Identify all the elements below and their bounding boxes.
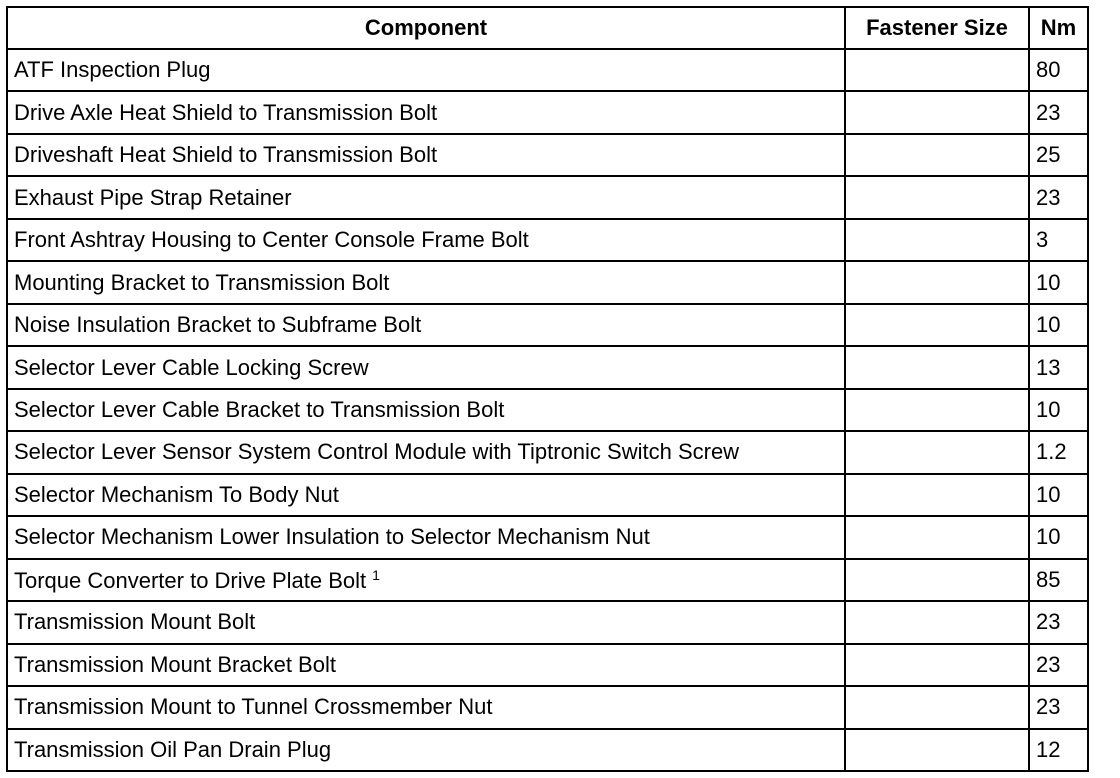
table-row: [7, 176, 1088, 218]
fastener-size-cell: [845, 389, 1029, 431]
fastener-size-cell: [845, 729, 1029, 772]
table-row: [7, 559, 1088, 601]
nm-cell: 10: [1029, 516, 1088, 558]
nm-cell: 23: [1029, 91, 1088, 133]
nm-cell: 25: [1029, 134, 1088, 176]
footnote-marker: 1: [372, 566, 380, 583]
nm-cell: 13: [1029, 346, 1088, 388]
component-cell: Front Ashtray Housing to Center Console Frame Bolt: [7, 219, 845, 261]
nm-cell: 10: [1029, 261, 1088, 303]
component-cell: Transmission Oil Pan Drain Plug: [7, 729, 845, 772]
nm-cell: 10: [1029, 304, 1088, 346]
fastener-size-cell: [845, 474, 1029, 516]
nm-cell: 23: [1029, 176, 1088, 218]
table-row: [7, 346, 1088, 388]
fastener-size-cell: [845, 304, 1029, 346]
table-row: [7, 134, 1088, 176]
column-header-fastener-size: Fastener Size: [845, 7, 1029, 49]
component-cell: Selector Mechanism To Body Nut: [7, 474, 845, 516]
nm-cell: 85: [1029, 559, 1088, 601]
component-cell: Mounting Bracket to Transmission Bolt: [7, 261, 845, 303]
component-cell: Transmission Mount Bracket Bolt: [7, 644, 845, 686]
nm-cell: 23: [1029, 601, 1088, 643]
fastener-size-cell: [845, 49, 1029, 91]
fastener-size-cell: [845, 346, 1029, 388]
nm-cell: 80: [1029, 49, 1088, 91]
component-cell: Selector Lever Cable Locking Screw: [7, 346, 845, 388]
fastener-size-cell: [845, 219, 1029, 261]
table-row: [7, 686, 1088, 728]
component-cell: Transmission Mount Bolt: [7, 601, 845, 643]
nm-cell: 23: [1029, 686, 1088, 728]
table-row: [7, 49, 1088, 91]
fastener-size-cell: [845, 686, 1029, 728]
nm-cell: 3: [1029, 219, 1088, 261]
fastener-size-cell: [845, 134, 1029, 176]
component-cell: Drive Axle Heat Shield to Transmission Bolt: [7, 91, 845, 133]
nm-cell: 23: [1029, 644, 1088, 686]
fastener-size-cell: [845, 516, 1029, 558]
table-row: [7, 516, 1088, 558]
fastener-size-cell: [845, 559, 1029, 601]
fastener-size-cell: [845, 431, 1029, 473]
fastener-size-cell: [845, 644, 1029, 686]
table-row: [7, 389, 1088, 431]
component-cell: Exhaust Pipe Strap Retainer: [7, 176, 845, 218]
table-row: [7, 644, 1088, 686]
table-row: [7, 431, 1088, 473]
column-header-component: Component: [7, 7, 845, 49]
table-row: [7, 304, 1088, 346]
component-cell: Selector Mechanism Lower Insulation to Selector Mechanism Nut: [7, 516, 845, 558]
table-row: [7, 261, 1088, 303]
table-header-row: [7, 7, 1088, 49]
table-row: [7, 219, 1088, 261]
fastener-size-cell: [845, 601, 1029, 643]
fastener-size-cell: [845, 91, 1029, 133]
table-row: [7, 91, 1088, 133]
component-cell: Noise Insulation Bracket to Subframe Bolt: [7, 304, 845, 346]
component-cell: Transmission Mount to Tunnel Crossmember Nut: [7, 686, 845, 728]
component-cell: Selector Lever Cable Bracket to Transmission Bolt: [7, 389, 845, 431]
component-cell: Selector Lever Sensor System Control Module with Tiptronic Switch Screw: [7, 431, 845, 473]
table-row: [7, 729, 1088, 772]
nm-cell: 12: [1029, 729, 1088, 772]
table-row: [7, 601, 1088, 643]
column-header-nm: Nm: [1029, 7, 1088, 49]
component-cell: [7, 559, 845, 601]
fastener-size-cell: [845, 261, 1029, 303]
component-cell: Driveshaft Heat Shield to Transmission Bolt: [7, 134, 845, 176]
nm-cell: 10: [1029, 474, 1088, 516]
component-text: Torque Converter to Drive Plate Bolt: [14, 567, 367, 593]
component-cell: ATF Inspection Plug: [7, 49, 845, 91]
torque-spec-table: [6, 6, 1089, 772]
nm-cell: 1.2: [1029, 431, 1088, 473]
table-row: [7, 474, 1088, 516]
fastener-size-cell: [845, 176, 1029, 218]
nm-cell: 10: [1029, 389, 1088, 431]
